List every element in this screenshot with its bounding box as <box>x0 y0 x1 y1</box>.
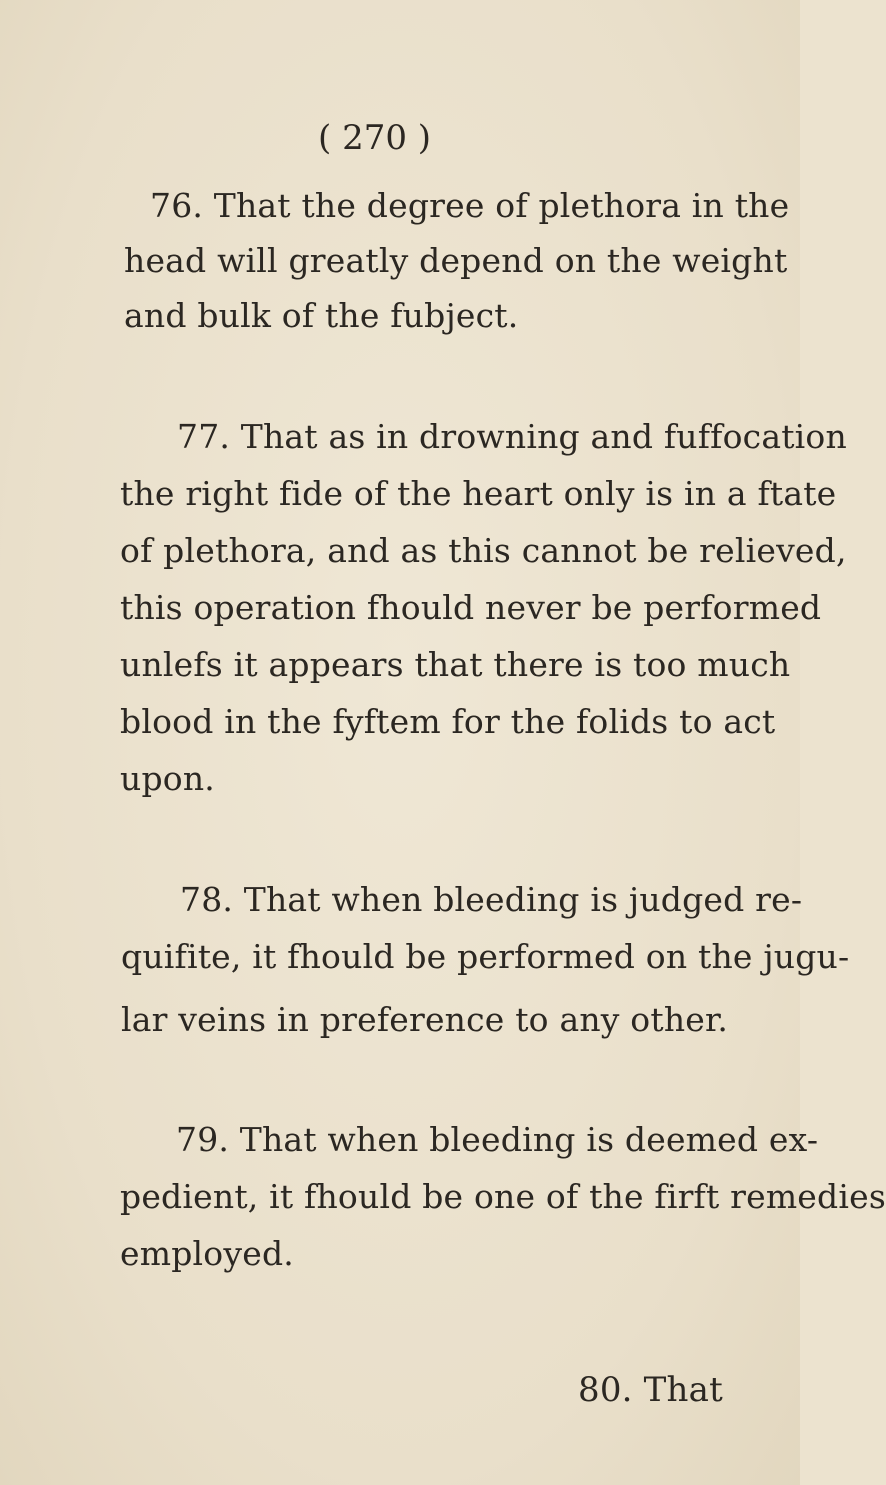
page-number: ( 270 ) <box>318 118 432 158</box>
paragraph-76-line-2: head will greatly depend on the weight <box>124 241 788 280</box>
paragraph-77-line-3: of plethora, and as this cannot be relieved, <box>120 531 847 570</box>
catchword: 80. That <box>578 1370 723 1410</box>
paragraph-77-line-2: the right fide of the heart only is in a ftate <box>120 474 837 513</box>
paragraph-79-line-2: pedient, it fhould be one of the firft remedies <box>120 1177 886 1216</box>
paragraph-77-line-1: 77. That as in drowning and fuffocation <box>177 417 847 456</box>
paragraph-79-line-1: 79. That when bleeding is deemed ex- <box>176 1120 819 1159</box>
paragraph-78-line-2: quifite, it fhould be performed on the jugu- <box>121 937 850 976</box>
paragraph-77-line-5: unlefs it appears that there is too much <box>120 645 791 684</box>
paragraph-78-line-3: lar veins in preference to any other. <box>121 1000 729 1039</box>
paragraph-78-line-1: 78. That when bleeding is judged re- <box>180 880 803 919</box>
paragraph-76-line-3: and bulk of the fubject. <box>124 296 519 335</box>
paragraph-79-line-3: employed. <box>120 1234 294 1273</box>
paragraph-77-line-7: upon. <box>120 759 215 798</box>
paragraph-76-line-1: 76. That the degree of plethora in the <box>150 186 790 225</box>
paragraph-77-line-6: blood in the fyftem for the folids to act <box>120 702 776 741</box>
paragraph-77-line-4: this operation fhould never be performed <box>120 588 822 627</box>
